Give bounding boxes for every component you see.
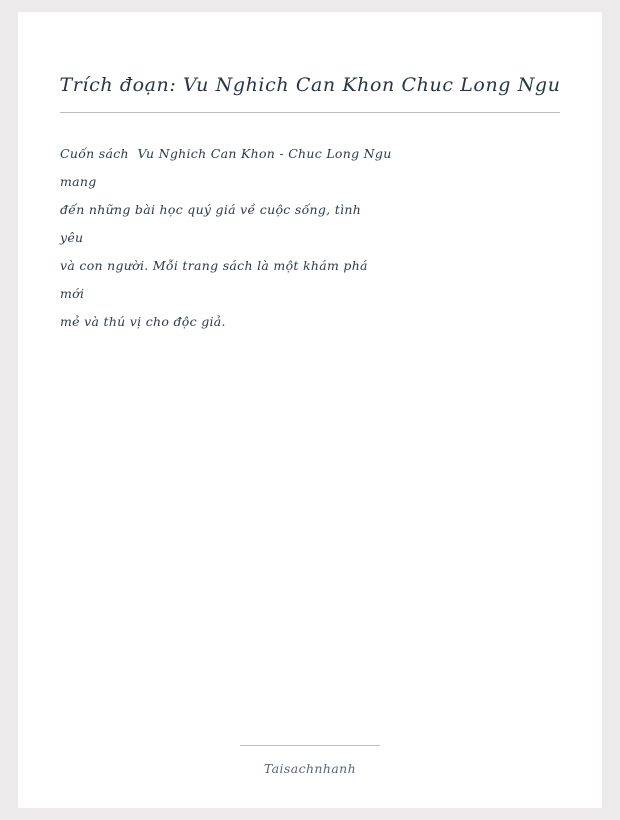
footer-divider: [240, 745, 380, 746]
body-line: và con người. Mỗi trang sách là một khám phá: [60, 258, 368, 273]
body-line: yêu: [60, 230, 84, 245]
document-body: [60, 140, 530, 336]
document-page: [18, 12, 602, 808]
body-line: Cuốn sách Vu Nghich Can Khon - Chuc Long Ngu: [60, 146, 392, 161]
title-divider: [60, 112, 560, 113]
page-title: Trích đoạn: Vu Nghich Can Khon Chuc Long Ngu: [59, 74, 561, 96]
body-line: đến những bài học quý giá về cuộc sống, tình: [60, 202, 362, 217]
body-line: mang: [60, 174, 97, 189]
footer-attribution: Taisachnhanh: [263, 761, 357, 776]
body-line: mẻ và thú vị cho độc giả.: [60, 314, 226, 329]
body-line: mới: [60, 286, 85, 301]
